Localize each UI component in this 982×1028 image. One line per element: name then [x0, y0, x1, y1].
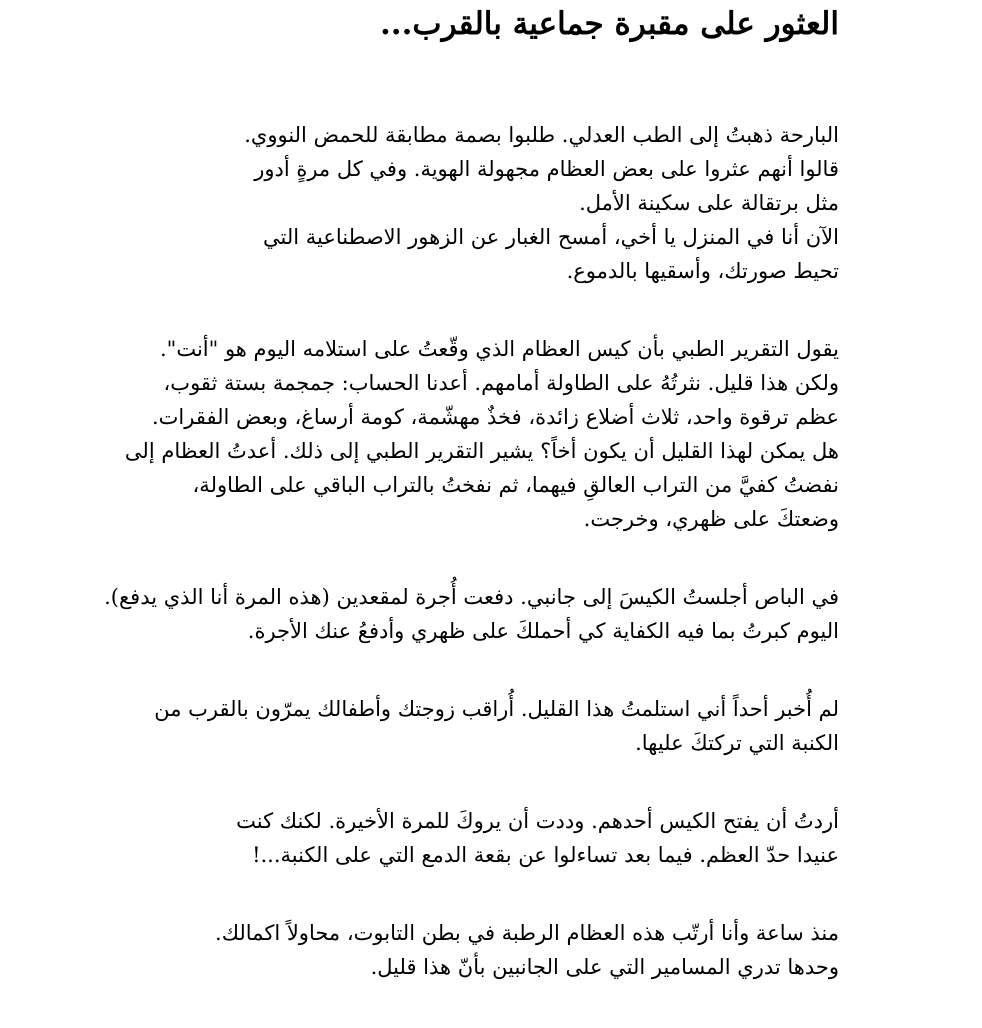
poem-line: لم أُخبر أحداً أني استلمتُ هذا القليل. أُراقب زوجتك وأطفالك يمرّون بالقرب من: [154, 697, 839, 721]
poem-line: الآن أنا في المنزل يا أخي، أمسح الغبار عن الزهور الاصطناعية التي: [263, 225, 839, 249]
poem-line: يقول التقرير الطبي بأن كيس العظام الذي وقّعتُ على استلامه اليوم هو "أنت".: [159, 337, 839, 361]
poem-line: وضعتكَ على ظهري، وخرجت.: [583, 507, 839, 531]
poem-line: وحدها تدري المسامير التي على الجانبين بأنّ هذا قليل.: [370, 955, 839, 979]
poem-body: [104, 118, 839, 1028]
poem-line: تحيط صورتك، وأسقيها بالدموع.: [566, 259, 839, 283]
poem-line: منذ ساعة وأنا أرتّب هذه العظام الرطبة في بطن التابوت، محاولاً اكمالك.: [215, 921, 839, 945]
poem-title: العثور على مقبرة جماعية بالقرب...: [380, 6, 839, 42]
poem-line: هل يمكن لهذا القليل أن يكون أخاً؟ يشير التقرير الطبي إلى ذلك. أعدتُ العظام إلى: [124, 439, 839, 463]
poem-line: اليوم كبرتُ بما فيه الكفاية كي أحملكَ على ظهري وأدفعُ عنك الأجرة.: [247, 619, 839, 643]
stanza-1: [139, 118, 839, 288]
stanza-5: [139, 804, 839, 872]
stanza-4: [139, 692, 839, 760]
poem-line: في الباص أجلستُ الكيسَ إلى جانبي. دفعت أُجرة لمقعدين (هذه المرة أنا الذي يدفع).: [104, 585, 839, 609]
poem-line: الكنبة التي تركتكَ عليها.: [635, 731, 839, 755]
poem-line: عظم ترقوة واحد، ثلاث أضلاع زائدة، فخذٌ مهشّمة، كومة أرساغ، وبعض الفقرات.: [151, 405, 839, 429]
poem-line: مثل برتقالة على سكينة الأمل.: [579, 191, 839, 215]
poem-line: نفضتُ كفيَّ من التراب العالقِ فيهما، ثم نفختُ بالتراب الباقي على الطاولة،: [192, 473, 839, 497]
poem-line: ولكن هذا قليل. نثرتُهُ على الطاولة أمامهم. أعدنا الحساب: جمجمة بستة ثقوب،: [163, 371, 839, 395]
poem-line: أردتُ أن يفتح الكيس أحدهم. وددت أن يروكَ للمرة الأخيرة. لكنك كنت: [236, 809, 839, 833]
poem-line: عنيدا حدّ العظم. فيما بعد تساءلوا عن بقعة الدمع التي على الكنبة...!: [252, 843, 839, 867]
poem-line: البارحة ذهبتُ إلى الطب العدلي. طلبوا بصمة مطابقة للحمض النووي.: [244, 123, 839, 147]
stanza-6: [139, 916, 839, 984]
poem-line: قالوا أنهم عثروا على بعض العظام مجهولة الهوية. وفي كل مرةٍ أدور: [254, 157, 839, 181]
stanza-2: [124, 332, 839, 536]
stanza-3: [104, 580, 839, 648]
